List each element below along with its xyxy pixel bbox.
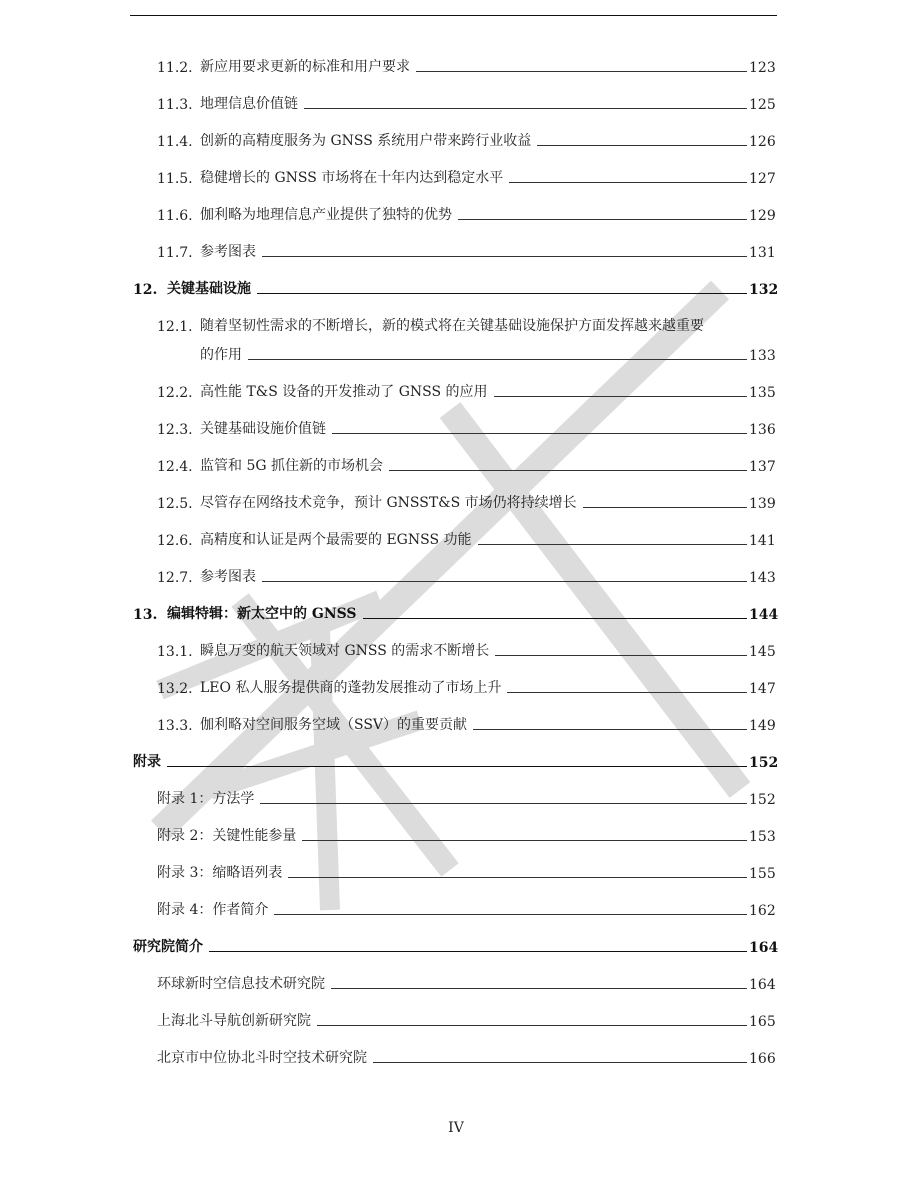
toc-page-number: 125 (749, 97, 776, 113)
toc-subsection[interactable] (0, 845, 912, 882)
toc-leader-line (389, 470, 747, 471)
toc-leader-line (478, 544, 748, 545)
toc-page-number: 123 (749, 60, 776, 76)
toc-page-number: 136 (749, 422, 776, 438)
toc-number: 11.7. (157, 245, 193, 261)
toc-page-number: 155 (749, 866, 776, 882)
toc-leader-line (302, 840, 747, 841)
toc-subsection[interactable] (0, 113, 912, 150)
toc-title: 附录 1：方法学 (157, 791, 255, 807)
toc-leader-line (363, 618, 747, 619)
toc-subsection[interactable] (0, 401, 912, 438)
toc-subsection[interactable] (0, 956, 912, 993)
toc-subsection[interactable] (0, 187, 912, 224)
toc-number: 11.4. (157, 134, 193, 150)
toc-leader-line (509, 182, 747, 183)
toc-subsection[interactable] (0, 1030, 912, 1067)
toc-leader-line (209, 951, 747, 952)
toc-title: 高性能 T&S 设备的开发推动了 GNSS 的应用 (200, 384, 488, 400)
toc-leader-line (317, 1025, 747, 1026)
toc-subsection[interactable] (0, 224, 912, 261)
toc-page-number: 127 (749, 171, 776, 187)
toc-section[interactable] (0, 734, 912, 771)
toc-title: 高精度和认证是两个最需要的 EGNSS 功能 (200, 532, 472, 548)
toc-number: 13.3. (157, 718, 193, 734)
toc-title-continued: 的作用 (200, 347, 242, 363)
toc-page-number: 166 (749, 1051, 776, 1067)
toc-subsection[interactable] (0, 660, 912, 697)
toc-title: 地理信息价值链 (200, 96, 298, 112)
toc-title: 环球新时空信息技术研究院 (157, 976, 325, 992)
toc-leader-line (507, 692, 747, 693)
toc-number: 12.4. (157, 459, 193, 475)
toc-leader-line (458, 219, 747, 220)
toc-leader-line (494, 396, 747, 397)
page-number: IV (448, 1120, 464, 1136)
toc-page-number: 143 (749, 570, 776, 586)
toc-title: 随着坚韧性需求的不断增长，新的模式将在关键基础设施保护方面发挥越来越重要 (200, 318, 704, 334)
toc-page-number: 135 (749, 385, 776, 401)
toc-section[interactable] (0, 586, 912, 623)
toc-title: 新应用要求更新的标准和用户要求 (200, 59, 410, 75)
toc-title: 瞬息万变的航天领域对 GNSS 的需求不断增长 (200, 643, 490, 659)
toc-subsection[interactable] (0, 808, 912, 845)
toc-title: 关键基础设施价值链 (200, 421, 326, 437)
toc-title: 附录 3：缩略语列表 (157, 865, 283, 881)
toc-leader-line (416, 71, 747, 72)
toc-leader-line (167, 766, 747, 767)
toc-title: 尽管存在网络技术竞争，预计 GNSST&S 市场仍将持续增长 (200, 495, 577, 511)
toc-page-number: 137 (749, 459, 776, 475)
toc-title: 稳健增长的 GNSS 市场将在十年内达到稳定水平 (200, 170, 504, 186)
toc-subsection[interactable] (0, 549, 912, 586)
toc-number: 13.1. (157, 644, 193, 660)
toc-page-number: 165 (749, 1014, 776, 1030)
toc-number: 13.2. (157, 681, 193, 697)
toc-leader-line (473, 729, 747, 730)
toc-number: 12.7. (157, 570, 193, 586)
toc-leader-line (537, 145, 747, 146)
toc-subsection[interactable] (0, 150, 912, 187)
toc-number: 12.2. (157, 385, 193, 401)
toc-leader-line (583, 507, 747, 508)
toc-subsection[interactable] (0, 882, 912, 919)
toc-leader-line (262, 581, 747, 582)
toc-title: 附录 4：作者简介 (157, 902, 269, 918)
toc-subsection[interactable] (0, 771, 912, 808)
header-rule (130, 15, 777, 16)
toc-page-number: 141 (749, 533, 776, 549)
toc-page-number: 147 (749, 681, 776, 697)
toc-title: 编辑特辑：新太空中的 GNSS (167, 606, 357, 622)
toc-leader-line (274, 914, 747, 915)
toc-section[interactable] (0, 919, 912, 956)
toc-page-number: 153 (749, 829, 776, 845)
toc-page-number: 149 (749, 718, 776, 734)
toc-subsection-continuation[interactable] (0, 327, 912, 364)
toc-page-number: 162 (749, 903, 776, 919)
toc-title: 研究院简介 (133, 939, 203, 955)
toc-page-number: 133 (749, 348, 776, 364)
toc-title: 附录 (133, 754, 161, 770)
toc-number: 11.5. (157, 171, 193, 187)
toc-title: 上海北斗导航创新研究院 (157, 1013, 311, 1029)
toc-title: 参考图表 (200, 569, 256, 585)
toc-subsection[interactable] (0, 39, 912, 76)
toc-number: 11.3. (157, 97, 193, 113)
toc-number: 11.2. (157, 60, 193, 76)
toc-subsection[interactable] (0, 623, 912, 660)
toc-number: 13. (133, 607, 158, 623)
toc-page-number: 152 (749, 792, 776, 808)
toc-page-number: 126 (749, 134, 776, 150)
toc-page-number: 164 (749, 977, 776, 993)
toc-page-number: 152 (749, 755, 779, 771)
toc-title: 附录 2：关键性能参量 (157, 828, 297, 844)
toc-leader-line (332, 433, 747, 434)
toc-subsection[interactable] (0, 697, 912, 734)
toc-leader-line (260, 803, 747, 804)
toc-number: 12.5. (157, 496, 193, 512)
toc-title: LEO 私人服务提供商的蓬勃发展推动了市场上升 (200, 680, 502, 696)
toc-subsection[interactable] (0, 76, 912, 113)
toc-page-number: 145 (749, 644, 776, 660)
toc-leader-line (248, 359, 747, 360)
toc-section[interactable] (0, 261, 912, 298)
toc-title: 伽利略对空间服务空域（SSV）的重要贡献 (200, 717, 468, 733)
toc-leader-line (373, 1062, 747, 1063)
toc-title: 伽利略为地理信息产业提供了独特的优势 (200, 207, 452, 223)
toc-page-number: 164 (749, 940, 779, 956)
toc-leader-line (495, 655, 747, 656)
toc-number: 12.1. (157, 319, 193, 335)
toc-page-number: 139 (749, 496, 776, 512)
toc-subsection[interactable] (0, 364, 912, 401)
toc-number: 11.6. (157, 208, 193, 224)
toc-leader-line (331, 988, 747, 989)
toc-subsection[interactable] (0, 475, 912, 512)
toc-subsection[interactable] (0, 512, 912, 549)
toc-title: 关键基础设施 (167, 281, 251, 297)
toc-title: 北京市中位协北斗时空技术研究院 (157, 1050, 367, 1066)
toc-number: 12.3. (157, 422, 193, 438)
toc-leader-line (262, 256, 747, 257)
toc-page-number: 129 (749, 208, 776, 224)
toc-page-number: 132 (749, 282, 779, 298)
toc-number: 12.6. (157, 533, 193, 549)
toc-leader-line (304, 108, 747, 109)
toc-title: 创新的高精度服务为 GNSS 系统用户带来跨行业收益 (200, 133, 532, 149)
toc-subsection[interactable] (0, 438, 912, 475)
toc-page-number: 131 (749, 245, 776, 261)
toc-title: 监管和 5G 抓住新的市场机会 (200, 458, 383, 474)
toc-title: 参考图表 (200, 244, 256, 260)
toc-subsection[interactable] (0, 993, 912, 1030)
toc-leader-line (257, 293, 747, 294)
toc-page-number: 144 (749, 607, 779, 623)
toc-leader-line (288, 877, 747, 878)
toc-number: 12. (133, 282, 158, 298)
